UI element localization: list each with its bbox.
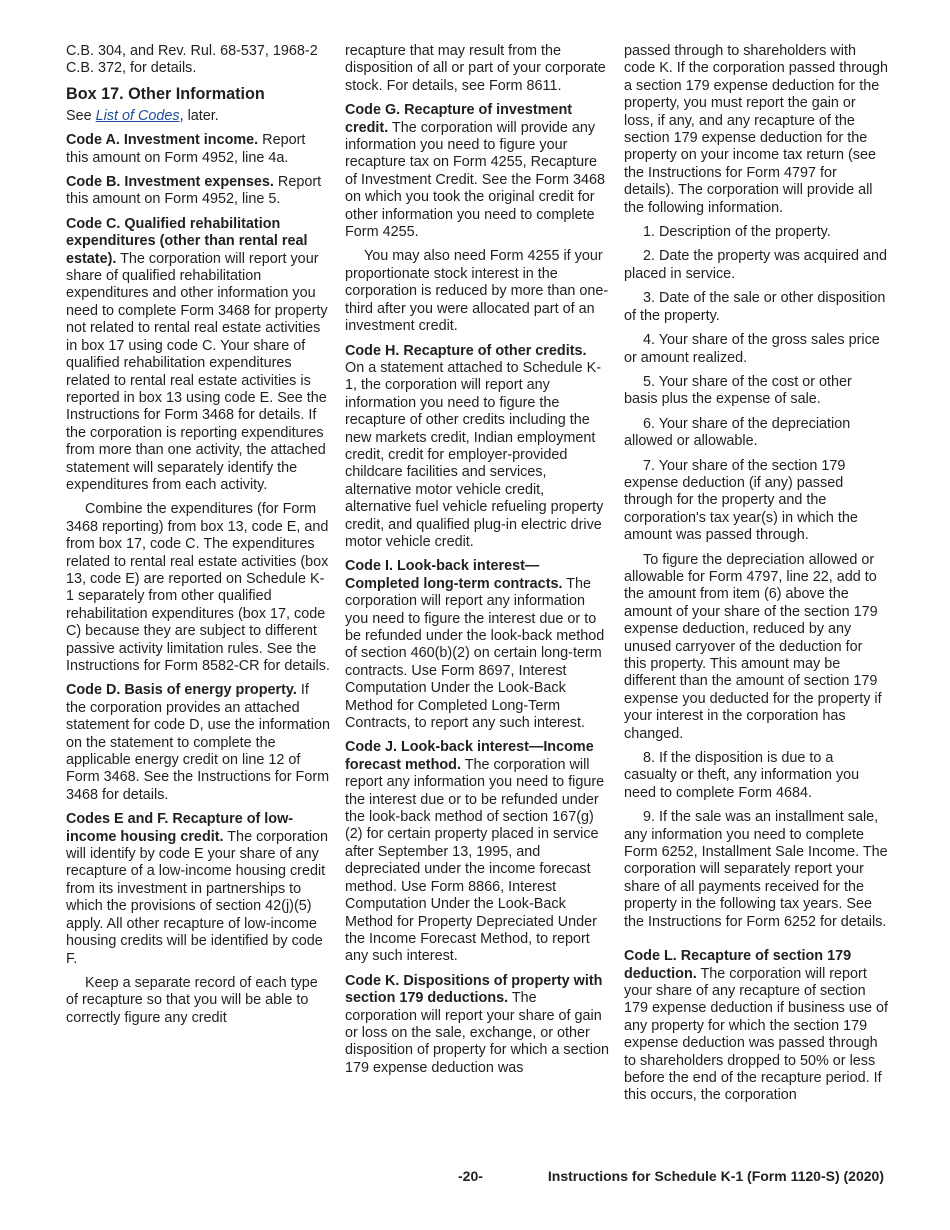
code-i-paragraph (345, 558, 609, 732)
list-of-codes-link[interactable]: List of Codes (95, 107, 180, 124)
column-3 (624, 43, 888, 1112)
code-b-text: Report this amount on Form 4952, line 5. (66, 174, 322, 208)
list-item: 2. Date the property was acquired and placed in service. (624, 248, 887, 282)
code-ef-title: Codes E and F. Recapture of low-income housing credit. (66, 811, 294, 845)
intro-paragraph: C.B. 304, and Rev. Rul. 68-537, 1968-2 C.B. 372, for details. (66, 43, 318, 77)
code-i-title: Code I. Look-back interest—Completed long-term contracts. (345, 558, 563, 592)
code-k-paragraph (345, 973, 609, 1077)
footer-document-title: Instructions for Schedule K-1 (Form 1120-S) (2020) (547, 1168, 884, 1184)
code-c-title: Code C. Qualified rehabilitation expenditures (other than rental real estate). (66, 215, 308, 267)
continued-paragraph: recapture that may result from the disposition of all or part of your corporate stock. For details, see Form 8611. (345, 43, 606, 94)
list-item: 1. Description of the property. (643, 224, 831, 241)
see-list-of-codes (66, 108, 330, 125)
see-prefix: See (66, 107, 96, 124)
code-a-text: Report this amount on Form 4952, line 4a. (66, 132, 306, 166)
code-g-text: The corporation will provide any information you need to figure your recapture tax on Form 4255, Recapture of Investment Credit. See the Form 3468 on which you took the original credit for other information you need to complete Form 4255. (345, 119, 605, 241)
page-footer (0, 1168, 950, 1188)
code-a-title: Code A. Investment income. (66, 132, 259, 149)
code-ef-text: The corporation will identify by code E your share of any recapture of a low-income housing credit from its investment in partnerships to which the provisions of section 42(j)(5) apply. All other recapture of low-income housing credits will be identified by code F. (66, 828, 329, 967)
list-item: 3. Date of the sale or other disposition of the property. (624, 290, 886, 324)
section-heading-box-17: Box 17. Other Information (66, 84, 265, 103)
code-c-text: The corporation will report your share of qualified rehabilitation expenditures and other information you need to complete Form 3468 for property not related to rental real estate activities in box 17 using code C. Your share of qualified rehabilitation expenditures related to rental real estate activities is reported in box 13 using code E. See the Instructions for Form 3468 for details. If the corporation is reporting expenditures from more than one activity, the attached statement will separately identify the expenditures from each activity. (66, 250, 328, 493)
code-c-paragraph (66, 216, 330, 495)
list-item: 8. If the disposition is due to a casualty or theft, any information you need to complete Form 4684. (624, 750, 860, 801)
list-item: 6. Your share of the depreciation allowed or allowable. (624, 415, 851, 450)
column-1 (66, 43, 330, 1034)
list-item: 9. If the sale was an installment sale, any information you need to complete Form 6252, Installment Sale Income. The corporation will separately report your share of all payments received for the property in the following tax years. See the Instructions for Form 6252 for details. (624, 809, 888, 930)
see-suffix: , later. (179, 107, 219, 124)
code-a-paragraph (66, 132, 330, 167)
continued-paragraph: passed through to shareholders with code K. If the corporation passed through a section 179 expense deduction for the property, you must report the gain or loss, if any, and any recapture of the section 179 expense deduction for the property on your income tax return (see the Instructions for Form 4797 for details). The corporation will provide all the following information. (624, 43, 888, 216)
code-l-paragraph (624, 948, 888, 1105)
code-d-title: Code D. Basis of energy property. (66, 682, 297, 699)
code-g-paragraph (345, 102, 609, 241)
code-j-paragraph (345, 739, 609, 965)
code-d-paragraph (66, 682, 330, 804)
code-ef-paragraph-2: Keep a separate record of each type of recapture so that you will be able to correctly figure any credit (66, 974, 318, 1026)
code-ef-paragraph (66, 811, 330, 968)
code-g-title: Code G. Recapture of investment credit. (345, 102, 573, 136)
code-k-title: Code K. Dispositions of property with section 179 deductions. (345, 972, 603, 1007)
page-number: -20- (458, 1168, 483, 1184)
code-k-text: The corporation will report your share of gain or loss on the sale, exchange, or other disposition of property for which a section 179 expense deduction was (345, 990, 609, 1076)
code-b-paragraph (66, 174, 330, 209)
code-j-text: The corporation will report any information you need to figure the interest due or to be refunded under the look-back method of section 167(g)(2) for certain property placed in service after September 13, 1995, and depreciated under the income forecast method. Use Form 8866, Interest Computation Under the Look-Back Method for Property Depreciated Under the Income Forecast Method, to report any such interest. (345, 756, 605, 965)
code-j-title: Code J. Look-back interest—Income forecast method. (345, 739, 594, 773)
list-item: 5. Your share of the cost or other basis plus the expense of sale. (624, 373, 852, 408)
code-h-title: Code H. Recapture of other credits. (345, 342, 587, 359)
code-g-paragraph-2: You may also need Form 4255 if your proportionate stock interest in the corporation is reduced by more than one-third after you were allocated part of an investment credit. (345, 248, 609, 335)
code-c-paragraph-2: Combine the expenditures (for Form 3468 reporting) from box 13, code E, and from box 17, code C. The expenditures related to rental real estate activities (box 13, code E) are reported on Schedule K-1 separately from other qualified rehabilitation expenditures (box 17, code C) because they are subject to different passive activity limitation rules. See the Instructions for Form 8582-CR for details. (66, 501, 330, 674)
column-2 (345, 43, 609, 1084)
code-l-text: The corporation will report your share of any recapture of section 179 expense deduction if business use of any property for which the section 179 expense deduction was passed through to shareholders dropped to 50% or less before the end of the recapture period. If this occurs, the corporation (624, 965, 889, 1104)
code-b-title: Code B. Investment expenses. (66, 174, 274, 191)
code-l-title: Code L. Recapture of section 179 deduction. (624, 948, 852, 982)
code-h-paragraph (345, 343, 609, 552)
depreciation-paragraph: To figure the depreciation allowed or allowable for Form 4797, line 22, add to the amount from item (6) above the amount of your share of the section 179 expense deduction, reduced by any unused carryover of the deduction for this property. This amount may be different than the amount of section 179 expense you deducted for the property if your interest in the corporation has changed. (624, 551, 882, 742)
code-d-text: If the corporation provides an attached statement for code D, use the information on the statement to complete the applicable energy credit on line 12 of Form 3468. See the Instructions for Form 3468 for details. (66, 682, 330, 803)
list-item: 4. Your share of the gross sales price or amount realized. (624, 332, 880, 366)
list-item: 7. Your share of the section 179 expense deduction (if any) passed through for the property and the corporation's tax year(s) in which the amount was passed through. (624, 457, 858, 544)
code-i-text: The corporation will report any information you need to figure the interest due or to be refunded under the look-back method of section 460(b)(2) on certain long-term contracts. Use Form 8697, Interest Computation Under the Look-Back Method for Completed Long-Term Contracts, to report any such interest. (345, 575, 605, 732)
code-h-text: On a statement attached to Schedule K-1, the corporation will report any information you need to figure the recapture of other credits including the new markets credit, Indian employment credit, credit for employer-provided childcare facilities and services, alternative motor vehicle credit, alternative fuel vehicle refueling property credit, and qualified plug-in electric drive motor vehicle credit. (345, 359, 604, 550)
